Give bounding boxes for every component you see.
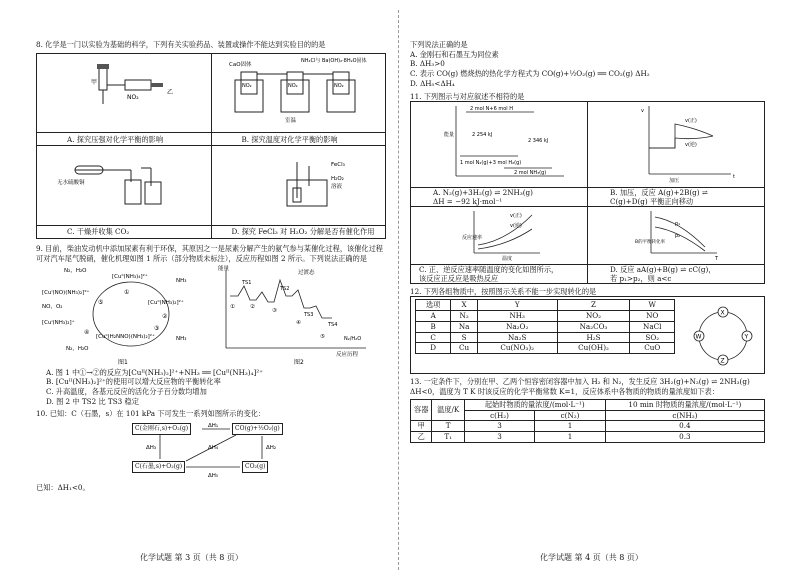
q13-cell: 3 bbox=[464, 432, 534, 443]
q12-cell: Na₂S bbox=[477, 332, 557, 343]
table-row bbox=[416, 343, 675, 354]
q12-cell: NaCl bbox=[630, 321, 675, 332]
q11-c-vforward: v(正) bbox=[510, 213, 522, 220]
q11-a-energy: 能量 bbox=[444, 132, 455, 139]
q8-c-figure bbox=[37, 146, 212, 226]
fig1-cu-nh3-4: [Cuᴵᴵ(NH₃)₄]²⁺ bbox=[112, 273, 148, 280]
q13-cell: 0.4 bbox=[605, 421, 764, 432]
q12-header-w: W bbox=[630, 300, 675, 311]
q11-stem: 11. 下列图示与对应叙述不相符的是 bbox=[410, 91, 525, 101]
fig2-ts1: TS1 bbox=[242, 279, 252, 286]
q12-cell: C bbox=[416, 332, 451, 343]
q13-header-container: 容器 bbox=[411, 399, 432, 420]
table-row bbox=[416, 321, 675, 332]
q12-header-z: Z bbox=[557, 300, 630, 311]
q10-option-a: A. 金刚石和石墨互为同位素 bbox=[410, 49, 499, 59]
q12-header-x: X bbox=[451, 300, 478, 311]
left-column bbox=[36, 40, 386, 496]
q12-table bbox=[415, 299, 675, 354]
q8-a-label-yi: 乙 bbox=[166, 88, 173, 96]
fig2-xaxis: 反应历程 bbox=[336, 351, 359, 358]
fig1-nh3-top: NH₃ bbox=[176, 277, 187, 284]
q12-header-y: Y bbox=[477, 300, 557, 311]
q11-option-b-line2: C(g)+D(g) 平衡正向移动 bbox=[610, 197, 694, 207]
fig2-product: N₂/H₂O bbox=[344, 335, 362, 342]
fig1-step-5: ⑤ bbox=[98, 298, 104, 306]
q13-table bbox=[410, 399, 765, 443]
fig1-caption: 图1 bbox=[118, 358, 128, 366]
q11-b-vforward: v(正) bbox=[685, 118, 697, 125]
q11-option-c-line2: 该反应正反应是吸热反应 bbox=[419, 273, 499, 283]
fig1-cu-h2nno: [Cuᴵᴵ(H₂NNO)(NH₃)₂]²⁺ bbox=[96, 333, 155, 340]
q11-option-c-line1: C. 正、逆反应速率随温度的变化如图所示， bbox=[419, 264, 559, 274]
q13-cell: 甲 bbox=[411, 421, 432, 432]
table-row bbox=[411, 421, 765, 432]
q10-option-d: D. ΔH₅<ΔH₄ bbox=[410, 78, 455, 88]
table-row bbox=[411, 432, 765, 443]
question-9 bbox=[36, 244, 386, 406]
q8-option-b: B. 探究温度对化学平衡的影响 bbox=[211, 133, 386, 146]
q8-d-label-h2o2: H₂O₂ bbox=[331, 176, 345, 183]
fig2-caption: 图2 bbox=[294, 358, 304, 366]
q8-b-figure bbox=[211, 53, 386, 133]
q11-a-atoms: 2 mol N+6 mol H bbox=[470, 106, 514, 113]
q12-node-w: W bbox=[695, 333, 702, 341]
fig1-step-4: ④ bbox=[84, 328, 90, 336]
fig2-ts4: TS4 bbox=[328, 321, 338, 328]
question-12 bbox=[410, 287, 765, 375]
fig1-step-3: ③ bbox=[154, 324, 160, 332]
fig1-n2h2o-top: N₂，H₂O bbox=[64, 267, 87, 274]
q8-d-label-fecl3: FeCl₃ bbox=[331, 162, 346, 169]
q9-option-c: C. 升高温度，各基元反应的活化分子百分数均增加 bbox=[46, 387, 207, 397]
q11-c-rate: 反应速率 bbox=[462, 235, 483, 242]
q11-b-t: t bbox=[733, 174, 735, 181]
q10-dh3: ΔH₃ bbox=[146, 445, 157, 452]
fig2-ts3: TS3 bbox=[304, 311, 314, 318]
q8-a-label-no2: NO₂ bbox=[126, 93, 139, 101]
q10-box-graphite: C(石墨,s)+O₂(g) bbox=[132, 461, 185, 473]
q9-option-a: A. 图 1 中①→②的反应为[Cuᴵᴵ(NH₃)₂]²⁺+NH₃ ══ [Cuᴵᴵ(NH₃)₄]²⁺ bbox=[46, 367, 263, 377]
q13-cell: T bbox=[432, 421, 464, 432]
q11-option-a-line1: A. N₂(g)+3H₂(g) ⇌ 2NH₃(g) bbox=[433, 188, 533, 198]
q9-option-d: D. 图 2 中 TS2 比 TS3 稳定 bbox=[46, 396, 139, 406]
q12-cell: SO₂ bbox=[630, 332, 675, 343]
q10-option-c: C. 表示 CO(g) 燃烧热的热化学方程式为 CO(g)+½O₂(g) ══ CO₂(g) ΔH₂ bbox=[410, 69, 650, 79]
q11-a-2346: 2 346 kJ bbox=[528, 138, 549, 145]
q8-b-label-nh4cl: NH₄Cl与 Ba(OH)₂·8H₂O固体 bbox=[301, 57, 367, 64]
q9-figures bbox=[36, 264, 386, 368]
q12-stem: 12. 下列各组物质中，按照图示关系不能一步实现转化的是 bbox=[410, 286, 597, 296]
q12-cell: S bbox=[451, 332, 478, 343]
q8-d-label-solution: 溶液 bbox=[331, 184, 343, 191]
q13-cell: 3 bbox=[464, 421, 534, 432]
fig2-step-4: ④ bbox=[296, 319, 301, 326]
q10-dh1: ΔH₁ bbox=[208, 423, 219, 430]
fig1-no-o2: NO，O₂ bbox=[42, 303, 63, 310]
q11-d-figure bbox=[588, 207, 765, 265]
q12-cell: B bbox=[416, 321, 451, 332]
q13-header-initial: 起始时物质的量浓度/(mol·L⁻¹) bbox=[464, 399, 605, 410]
q12-node-z: Z bbox=[720, 357, 725, 365]
q11-option-a-line2: ΔH = −92 kJ·mol⁻¹ bbox=[433, 197, 503, 207]
column-divider bbox=[398, 10, 399, 570]
q8-b-no2-1: NO₂ bbox=[242, 82, 252, 89]
q11-option-d-line1: D. 反应 aA(g)+B(g) ⇌ cC(g)， bbox=[610, 264, 716, 274]
q12-node-y: Y bbox=[744, 333, 749, 341]
q13-cell: 乙 bbox=[411, 432, 432, 443]
fig2-step-1: ① bbox=[230, 303, 235, 310]
q12-cell: NO bbox=[630, 311, 675, 322]
fig2-step-5: ⑤ bbox=[320, 333, 325, 340]
fig2-step-2: ② bbox=[250, 303, 255, 310]
question-10-continued bbox=[410, 40, 765, 89]
fig1-step-1: ① bbox=[124, 288, 130, 296]
q8-b-no2-3: NO₂ bbox=[334, 82, 344, 89]
q11-a-figure bbox=[411, 102, 588, 188]
q12-cell: H₂S bbox=[557, 332, 630, 343]
q9-stem: 9. 目前，柴油发动机中添加尿素有利于环保，其原因之一是尿素分解产生的氨气参与某催化过程，该催化过程可对汽车尾气脱硝，催化机理如图 1 所示（部分物质未标注），反应历程如图 2 所示。下列说法正确的是 bbox=[36, 244, 383, 263]
question-10 bbox=[36, 409, 386, 492]
q10-dh5: ΔH₅ bbox=[208, 473, 219, 480]
q12-cell: N₂ bbox=[451, 311, 478, 322]
q11-option-c bbox=[411, 264, 588, 283]
fig1-n2h2o-bottom: N₂，H₂O bbox=[66, 345, 89, 352]
q11-a-2254: 2 254 kJ bbox=[472, 132, 493, 139]
q8-option-a: A. 探究压强对化学平衡的影响 bbox=[37, 133, 212, 146]
table-row bbox=[416, 332, 675, 343]
q11-option-d bbox=[588, 264, 765, 283]
q12-cell: Na₂CO₃ bbox=[557, 321, 630, 332]
fig2-ts-label: 过渡态 bbox=[298, 269, 315, 276]
q13-cell: 1 bbox=[535, 421, 606, 432]
q12-cell: Cu bbox=[451, 343, 478, 354]
q12-cell: Na₂O₂ bbox=[477, 321, 557, 332]
fig2-ts2: TS2 bbox=[280, 285, 290, 292]
q12-header-option: 选项 bbox=[416, 300, 451, 311]
q11-b-v: v bbox=[641, 108, 644, 115]
fig2-energy: 能量 bbox=[218, 265, 230, 272]
q10-option-b: B. ΔH₃>0 bbox=[410, 59, 445, 69]
page-footer-4: 化学试题 第 4 页（共 8 页） bbox=[540, 553, 643, 562]
q9-option-b: B. [Cuᴵᴵ(NH₃)₂]²⁺的使用可以增大反应物的平衡转化率 bbox=[46, 377, 221, 387]
q11-a-products: 2 mol NH₃(g) bbox=[514, 170, 547, 177]
q12-cell: D bbox=[416, 343, 451, 354]
q10-intro: 下列说法正确的是 bbox=[410, 40, 468, 49]
q13-cell: 0.3 bbox=[605, 432, 764, 443]
q11-a-reactants: 1 mol N₂(g)+3 mol H₂(g) bbox=[460, 160, 522, 167]
q12-box bbox=[410, 296, 765, 374]
q8-b-label-room: 室温 bbox=[285, 117, 297, 124]
q10-stem: 10. 已知：C（石墨，s）在 101 kPa 下可发生一系列如图所示的变化： bbox=[36, 409, 266, 419]
q11-b-vreverse: v(逆) bbox=[685, 142, 697, 149]
question-11 bbox=[410, 92, 765, 284]
q13-header-10min: 10 min 时物质的量浓度/(mol·L⁻¹) bbox=[605, 399, 764, 410]
q13-header-temp: 温度/K bbox=[432, 399, 464, 420]
fig1-nh3-bottom: NH₃ bbox=[176, 335, 187, 342]
page-footer-3: 化学试题 第 3 页（共 8 页） bbox=[140, 553, 243, 562]
fig2-step-3: ③ bbox=[272, 307, 277, 314]
q12-cell: NH₃ bbox=[477, 311, 557, 322]
fig1-cu1-nh3-2: [Cuᴵ(NH₃)₂]⁺ bbox=[42, 319, 75, 326]
q12-cell: Na bbox=[451, 321, 478, 332]
table-row bbox=[416, 311, 675, 322]
q12-cell: CuO bbox=[630, 343, 675, 354]
q11-d-t: T bbox=[715, 256, 719, 262]
q11-option-b-line1: B. 加压，反应 A(g)+2B(g) ⇌ bbox=[610, 188, 708, 198]
q10-box-co: CO(g)+½O₂(g) bbox=[232, 423, 283, 435]
q8-d-figure bbox=[211, 146, 386, 226]
q10-known: 已知：ΔH₁<0。 bbox=[36, 483, 90, 493]
right-column bbox=[410, 40, 765, 446]
q11-c-temp: 温度 bbox=[502, 256, 513, 262]
q13-sub-h2: c(H₂) bbox=[464, 410, 534, 421]
q13-cell: 1 bbox=[535, 432, 606, 443]
q12-cell: Cu(NO₃)₂ bbox=[477, 343, 557, 354]
q10-dh2: ΔH₂ bbox=[266, 445, 277, 452]
q11-d-p1: p₁ bbox=[675, 221, 681, 228]
q12-cell: A bbox=[416, 311, 451, 322]
q11-b-figure bbox=[588, 102, 765, 188]
q11-option-a bbox=[411, 188, 588, 207]
q13-sub-n2: c(N₂) bbox=[535, 410, 606, 421]
q11-b-pressurize: 加压 bbox=[669, 178, 680, 185]
q13-sub-nh3: c(NH₃) bbox=[605, 410, 764, 421]
q11-c-vreverse: v(逆) bbox=[510, 223, 522, 230]
q8-stem: 8. 化学是一门以实验为基础的科学，下列有关实验药品、装置或操作不能达到实验目的的是 bbox=[36, 40, 326, 49]
q11-d-conversion: B的平衡转化率 bbox=[635, 240, 666, 246]
q11-option-b bbox=[588, 188, 765, 207]
q8-a-figure bbox=[37, 53, 212, 133]
q8-b-no2-2: NO₂ bbox=[288, 82, 298, 89]
fig1-cu-no-nh3: [Cuᴵ(NO)(NH₃)₂]²⁺ bbox=[42, 289, 90, 296]
q13-stem: 13. 一定条件下，分别在甲、乙两个恒容密闭容器中加入 H₂ 和 N₂，发生反应 3H₂(g)+N₂(g) ⇌ 2NH₃(g) ΔH<0，温度为 T K 时该反应的化学平衡常数 K=1，反应体系中各物质的物质的量浓度如下表： bbox=[410, 377, 750, 397]
q13-cell: T₁ bbox=[432, 432, 464, 443]
question-13 bbox=[410, 377, 765, 442]
q10-box-diamond: C(金刚石,s)+O₂(g) bbox=[132, 423, 191, 435]
q10-dh4: ΔH₄ bbox=[208, 445, 219, 452]
q12-node-x: X bbox=[720, 309, 725, 317]
q10-diagram bbox=[36, 419, 386, 483]
q8-option-c: C. 干燥并收集 CO₂ bbox=[37, 226, 212, 239]
fig1-step-2: ② bbox=[162, 312, 168, 320]
q8-b-label-cao: CaO固体 bbox=[229, 61, 252, 68]
q12-cycle-diagram bbox=[683, 299, 763, 373]
q11-options-table bbox=[410, 101, 765, 283]
q12-cell: Cu(OH)₂ bbox=[557, 343, 630, 354]
q12-cell: NO₂ bbox=[557, 311, 630, 322]
q8-c-label-cuso4: 无水硫酸铜 bbox=[56, 180, 85, 187]
q11-d-p2: p₂ bbox=[675, 233, 681, 240]
q11-c-figure bbox=[411, 207, 588, 265]
q11-option-d-line2: 若 p₁>p₂，则 a<c bbox=[610, 273, 672, 283]
q10-box-co2: CO₂(g) bbox=[242, 461, 268, 473]
q8-options-table bbox=[36, 53, 386, 239]
question-8 bbox=[36, 40, 386, 239]
q8-option-d: D. 探究 FeCl₃ 对 H₂O₂ 分解是否有催化作用 bbox=[211, 226, 386, 239]
q8-a-label-jia: 甲 bbox=[90, 78, 97, 86]
fig1-cu-nh3-2: [Cuᴵᴵ(NH₃)₂]²⁺ bbox=[148, 299, 184, 306]
